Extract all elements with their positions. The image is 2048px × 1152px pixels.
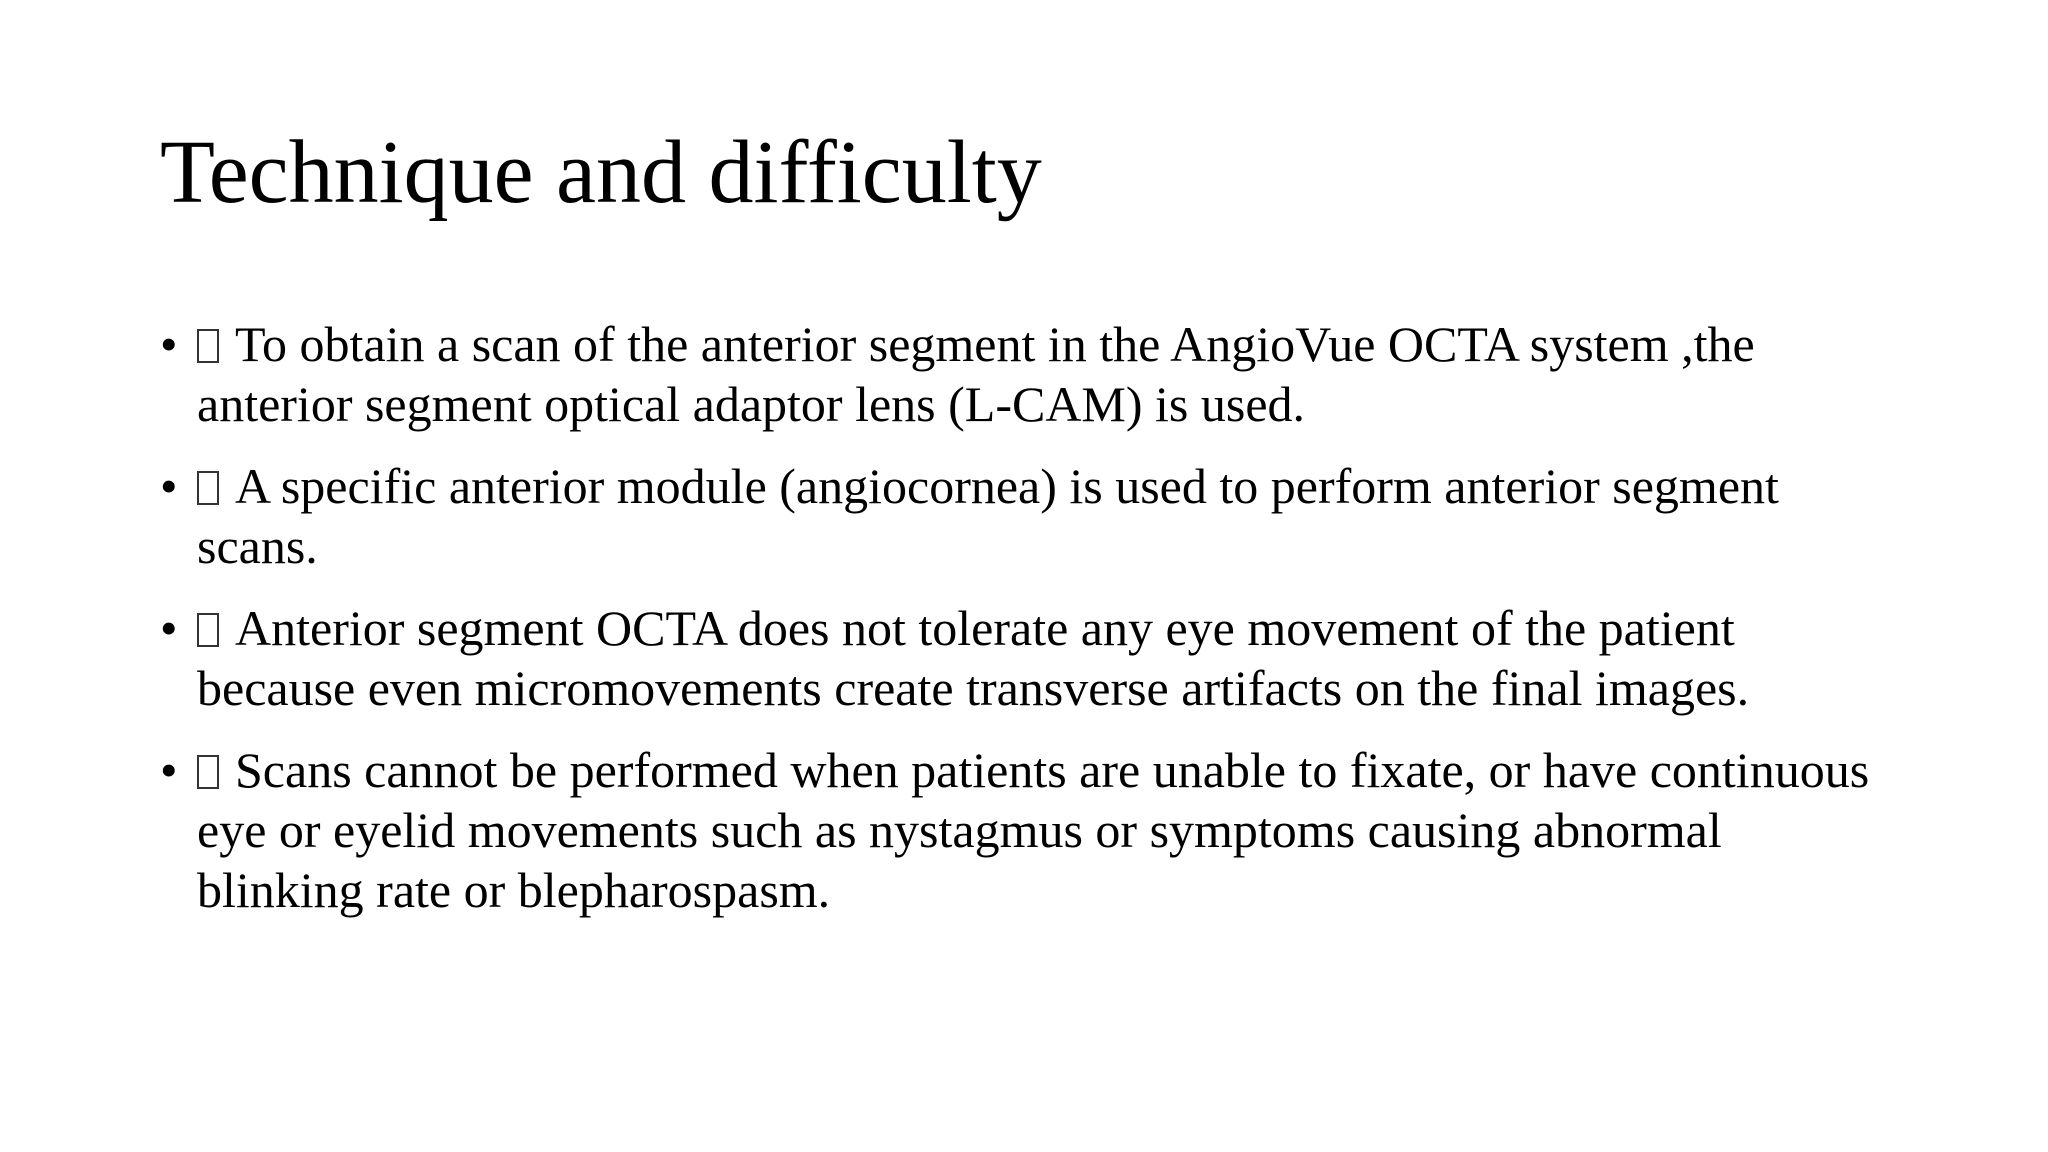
bullet-dot: •: [160, 316, 178, 372]
bullet-dot: •: [160, 458, 178, 514]
bullet-dot: •: [160, 600, 178, 656]
missing-glyph-icon: [197, 471, 219, 505]
slide-title: Technique and difficulty: [160, 123, 1042, 222]
missing-glyph-icon: [197, 755, 219, 789]
bullet-item: [160, 598, 1900, 718]
bullet-dot: •: [160, 742, 178, 798]
bullet-text: Scans cannot be performed when patients are unable to fixate, or have continuous eye or eyelid movements such as nystagmus or symptoms causing abnormal blinking rate or blepharospasm.: [197, 742, 1870, 918]
bullet-text: To obtain a scan of the anterior segment in the AngioVue OCTA system ,the anterior segment optical adaptor lens (L-CAM) is used.: [197, 316, 1755, 432]
missing-glyph-icon: [197, 613, 219, 647]
bullet-text: A specific anterior module (angiocornea) is used to perform anterior segment scans.: [197, 458, 1779, 574]
bullet-text: Anterior segment OCTA does not tolerate any eye movement of the patient because even micromovements create transverse artifacts on the final images.: [197, 600, 1750, 716]
missing-glyph-icon: [197, 329, 219, 363]
bullet-item: [160, 740, 1900, 920]
bullet-item: [160, 456, 1900, 576]
bullet-item: [160, 314, 1900, 434]
bullet-list: [160, 314, 1900, 942]
